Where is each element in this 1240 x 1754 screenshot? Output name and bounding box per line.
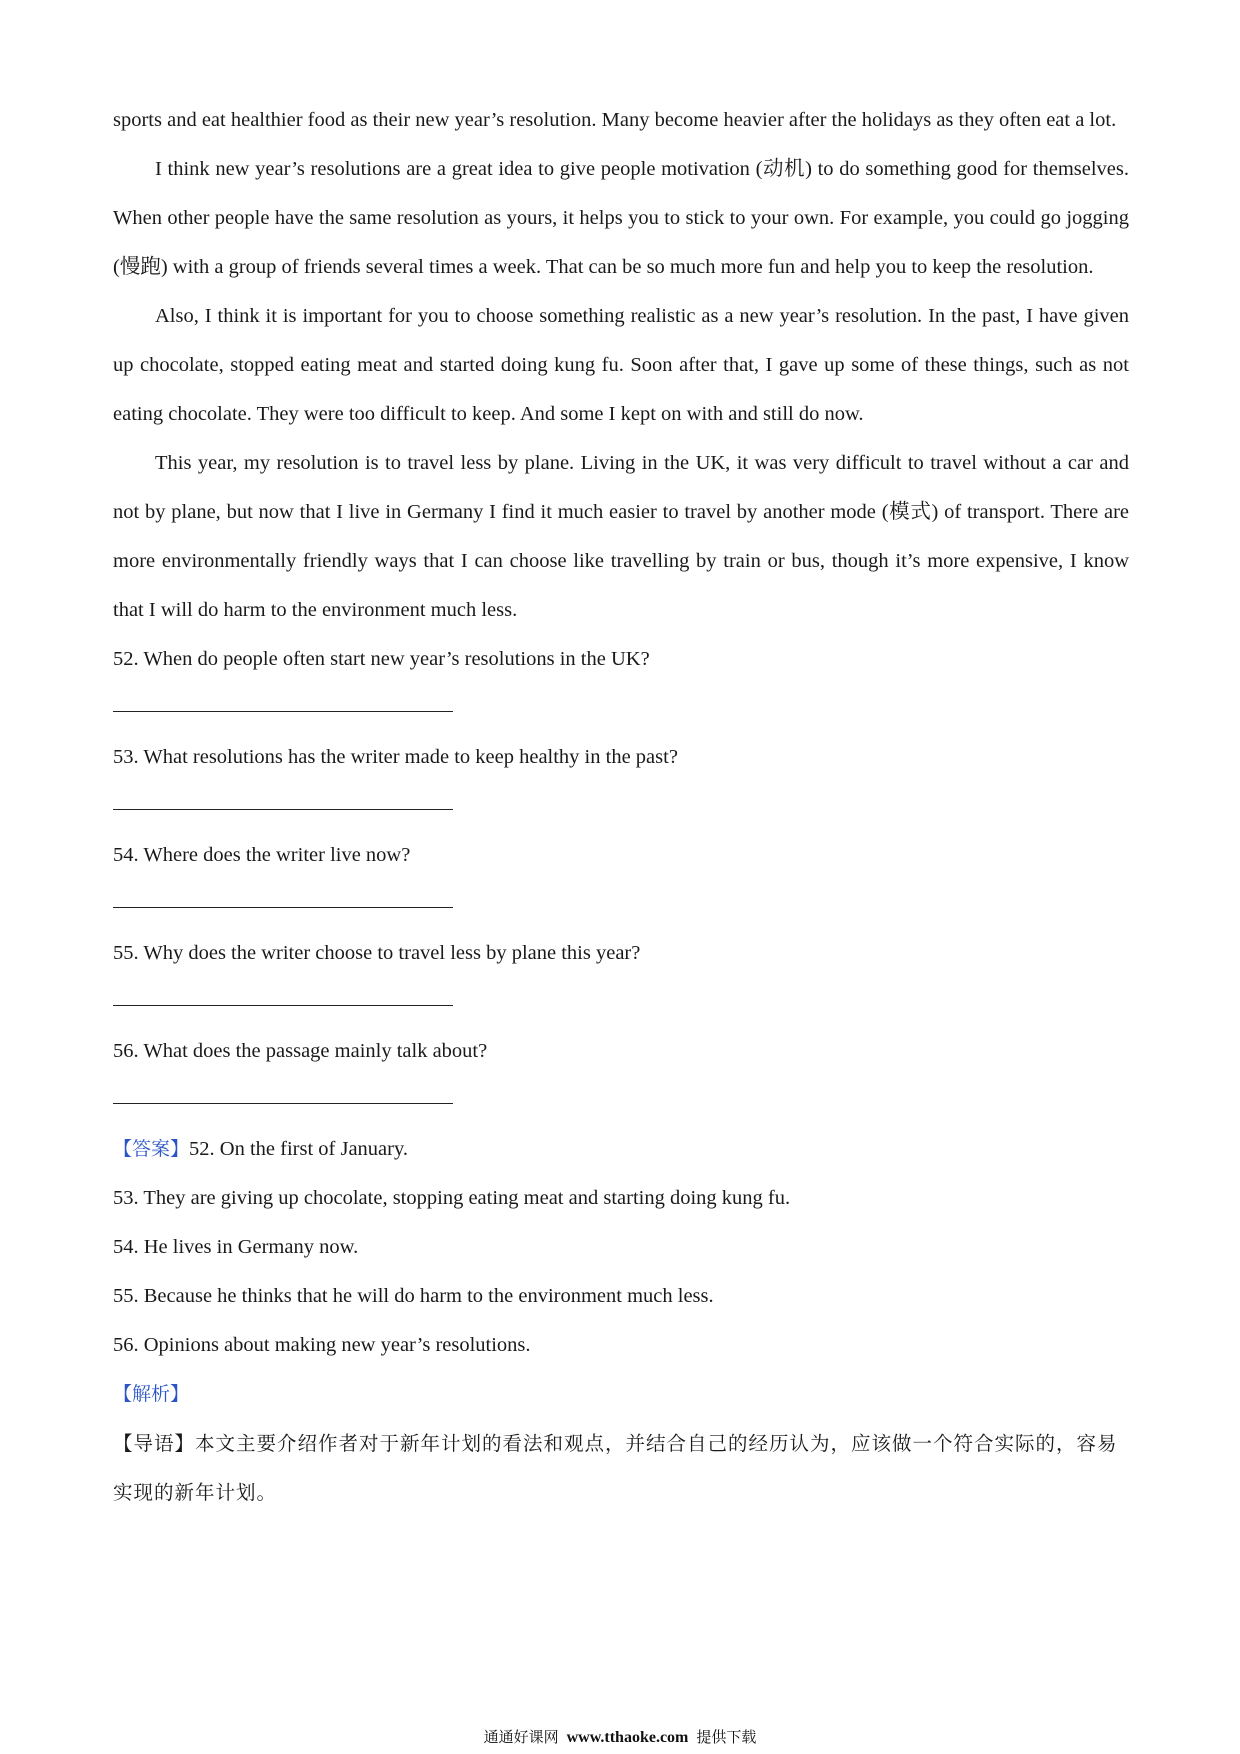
passage-paragraph-2: Also, I think it is important for you to choose something realistic as a new year’s resolution. In the past, I have given up chocolate, stopped eating meat and started doing kung fu. Soon after that, I gave up some of these things, such as not eating chocolate. They were too difficult to keep. And some I kept on with and still do now.: [113, 305, 1129, 425]
answer-56: 56. Opinions about making new year’s resolutions.: [113, 1334, 531, 1356]
passage-paragraph-3: This year, my resolution is to travel less by plane. Living in the UK, it was very difficult to travel without a car and not by plane, but now that I live in Germany I find it much easier to travel by another mode (模式) of transport. There are more environmentally friendly ways that I can choose like travelling by train or bus, though it’s more expensive, I know that I will do harm to the environment much less.: [113, 452, 1129, 621]
answer-tag: 【答案】: [113, 1138, 190, 1160]
answer-54: 54. He lives in Germany now.: [113, 1236, 359, 1258]
guide-text: 本文主要介绍作者对于新年计划的看法和观点，并结合自己的经历认为，应该做一个符合实际的，容易实现的新年计划。: [113, 1432, 1118, 1504]
passage-paragraph-0: sports and eat healthier food as their new year’s resolution. Many become heavier after the holidays as they often eat a lot.: [113, 109, 1117, 131]
question-52: 52. When do people often start new year’s resolutions in the UK?: [113, 648, 650, 670]
document-page: [113, 96, 1129, 1517]
answer-blank-55[interactable]: [113, 1005, 453, 1006]
answer-52-line: [113, 1125, 1129, 1174]
footer-site-name: 通通好课网: [483, 1728, 559, 1746]
passage-paragraph-1: I think new year’s resolutions are a great idea to give people motivation (动机) to do something good for themselves. When other people have the same resolution as yours, it helps you to stick to your own. For example, you could go jogging (慢跑) with a group of friends several times a week. That can be so much more fun and help you to keep the resolution.: [113, 158, 1129, 278]
question-56: 56. What does the passage mainly talk about?: [113, 1040, 488, 1062]
answer-blank-52[interactable]: [113, 711, 453, 712]
guide-paragraph: [113, 1419, 1129, 1517]
question-55: 55. Why does the writer choose to travel less by plane this year?: [113, 942, 641, 964]
question-list: [113, 635, 1129, 1104]
question-53: 53. What resolutions has the writer made to keep healthy in the past?: [113, 746, 678, 768]
answer-blank-54[interactable]: [113, 907, 453, 908]
page-footer: [0, 1726, 1240, 1747]
footer-url[interactable]: www.tthaoke.com: [566, 1729, 689, 1746]
question-54: 54. Where does the writer live now?: [113, 844, 411, 866]
answer-blank-53[interactable]: [113, 809, 453, 810]
answer-53: 53. They are giving up chocolate, stopping eating meat and starting doing kung fu.: [113, 1187, 791, 1209]
answer-55: 55. Because he thinks that he will do harm to the environment much less.: [113, 1285, 714, 1307]
footer-suffix: 提供下载: [696, 1728, 757, 1746]
answer-52: 52. On the first of January.: [189, 1138, 409, 1160]
analysis-line: [113, 1370, 1129, 1419]
analysis-tag: 【解析】: [113, 1383, 190, 1405]
answer-section: [113, 1125, 1129, 1517]
answer-blank-56[interactable]: [113, 1103, 453, 1104]
guide-tag: 【导语】: [113, 1432, 196, 1455]
